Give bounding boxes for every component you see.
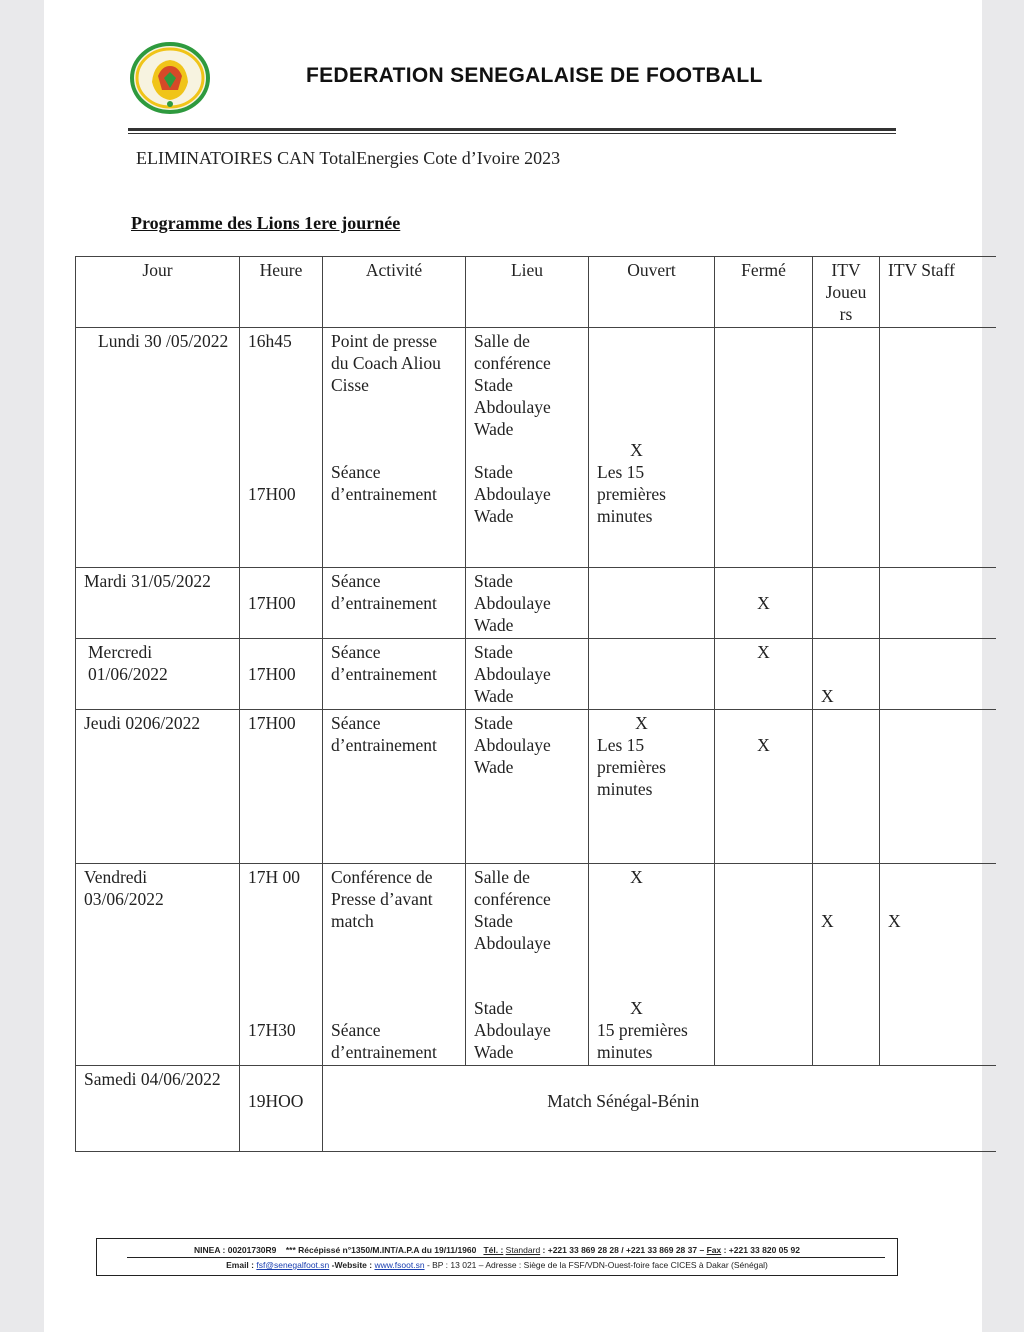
- cell-itv-staff: X: [880, 864, 996, 1066]
- cell-lieu: Salle de conférence Stade Abdoulaye Wade Stade Abdoulaye Wade: [466, 328, 589, 568]
- header-ouvert: Ouvert: [589, 257, 715, 328]
- cell-ouvert: [589, 568, 715, 639]
- cell-heure: 17H00: [240, 639, 323, 710]
- cell-itv-staff: [880, 328, 996, 568]
- cell-ferme: [715, 328, 813, 568]
- federation-title: FEDERATION SENEGALAISE DE FOOTBALL: [306, 64, 763, 87]
- header-itv-joueurs: ITV Joueu rs: [813, 257, 880, 328]
- footer-line-1: NINEA : 00201730R9 *** Récépissé n°1350/M.INT/A.P.A du 19/11/1960 Tél. : Standard : +221 33 869 28 28 / +221 33 869 28 37 – Fax : +221 33 820 05 92: [194, 1245, 800, 1255]
- table-header-row: [76, 257, 996, 328]
- cell-activite: Séance d’entrainement: [323, 710, 466, 864]
- cell-jour: Samedi 04/06/2022: [76, 1066, 240, 1152]
- cell-activite: Conférence de Presse d’avant match Séance d’entrainement: [323, 864, 466, 1066]
- footer-line-2: Email : fsf@senegalfoot.sn -Website : www.fsoot.sn - BP : 13 021 – Adresse : Siège de la FSF/VDN-Ouest-foire face CICES à Dakar (Sénégal): [226, 1260, 768, 1270]
- cell-ferme: [715, 864, 813, 1066]
- cell-activite: Séance d’entrainement: [323, 639, 466, 710]
- table-row: [76, 639, 996, 710]
- cell-ferme: X: [715, 568, 813, 639]
- cell-lieu: Stade Abdoulaye Wade: [466, 710, 589, 864]
- cell-ouvert: X X 15 premières minutes: [589, 864, 715, 1066]
- header-rule-thin: [128, 133, 896, 134]
- competition-subtitle: ELIMINATOIRES CAN TotalEnergies Cote d’Ivoire 2023: [136, 148, 561, 168]
- cell-itv-staff: [880, 710, 996, 864]
- header-rule: [128, 128, 896, 131]
- schedule-table: [75, 256, 996, 1152]
- cell-itv-joueurs: [813, 568, 880, 639]
- cell-ouvert: [589, 639, 715, 710]
- cell-itv-joueurs: X: [813, 639, 880, 710]
- header-activite: Activité: [323, 257, 466, 328]
- cell-itv-staff: [880, 639, 996, 710]
- cell-ouvert: X Les 15 premières minutes: [589, 710, 715, 864]
- cell-jour: Jeudi 0206/2022: [76, 710, 240, 864]
- cell-match: Match Sénégal-Bénin: [323, 1066, 996, 1152]
- cell-jour: Mercredi 01/06/2022: [76, 639, 240, 710]
- header-heure: Heure: [240, 257, 323, 328]
- table-row: [76, 1066, 996, 1152]
- cell-jour: Mardi 31/05/2022: [76, 568, 240, 639]
- cell-jour: Vendredi 03/06/2022: [76, 864, 240, 1066]
- cell-itv-joueurs: [813, 710, 880, 864]
- cell-heure: 19HOO: [240, 1066, 323, 1152]
- fsf-lion-logo: [130, 42, 210, 114]
- cell-heure: 16h45 17H00: [240, 328, 323, 568]
- header-jour: Jour: [76, 257, 240, 328]
- table-row: [76, 568, 996, 639]
- cell-itv-joueurs: [813, 328, 880, 568]
- table-row: [76, 328, 996, 568]
- header-itv-staff: ITV Staff: [880, 257, 996, 328]
- cell-jour: Lundi 30 /05/2022: [76, 328, 240, 568]
- cell-heure: 17H00: [240, 568, 323, 639]
- footer-email-link[interactable]: fsf@senegalfoot.sn: [256, 1260, 330, 1270]
- cell-activite: Séance d’entrainement: [323, 568, 466, 639]
- header-ferme: Fermé: [715, 257, 813, 328]
- header-lieu: Lieu: [466, 257, 589, 328]
- footer-box: [96, 1238, 898, 1276]
- cell-lieu: Stade Abdoulaye Wade: [466, 639, 589, 710]
- cell-activite: Point de presse du Coach Aliou Cisse Séance d’entrainement: [323, 328, 466, 568]
- cell-ouvert: X Les 15 premières minutes: [589, 328, 715, 568]
- footer-divider: [127, 1257, 885, 1258]
- cell-heure: 17H00: [240, 710, 323, 864]
- document-page: [44, 0, 982, 1332]
- table-row: [76, 864, 996, 1066]
- cell-heure: 17H 00 17H30: [240, 864, 323, 1066]
- cell-lieu: Stade Abdoulaye Wade: [466, 568, 589, 639]
- cell-itv-joueurs: X: [813, 864, 880, 1066]
- program-title: Programme des Lions 1ere journée: [131, 213, 401, 233]
- table-row: [76, 710, 996, 864]
- cell-ferme: X: [715, 639, 813, 710]
- cell-lieu: Salle de conférence Stade Abdoulaye Stade Abdoulaye Wade: [466, 864, 589, 1066]
- cell-ferme: X: [715, 710, 813, 864]
- footer-website-link[interactable]: www.fsoot.sn: [374, 1260, 425, 1270]
- cell-itv-staff: [880, 568, 996, 639]
